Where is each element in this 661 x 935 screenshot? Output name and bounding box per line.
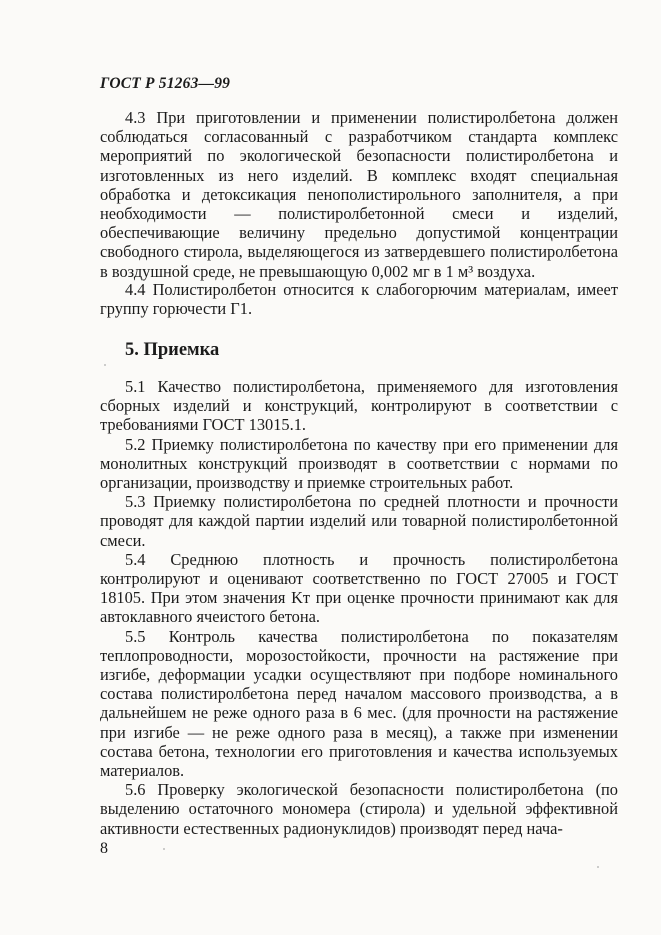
section-5-paragraphs — [100, 377, 618, 838]
scan-speck — [163, 848, 165, 850]
section-5-heading: 5. Приемка — [125, 340, 220, 360]
paragraph-5-5: 5.5 Контроль качества полистиролбетона по показателям теплопроводности, морозостойкости, прочности на растяжение при изгибе, деформации усадки осуществляют при подборе номинального состава полистиролбетона перед началом массового производства, а в дальнейшем не реже одного раза в 6 мес. (для прочности на растяжение при изгибе — не реже одного раза в месяц), а также при изменении состава бетона, технологии его приготовления и качества используемых материалов. — [100, 626, 618, 781]
page-number: 8 — [100, 840, 108, 857]
scan-speck — [104, 364, 106, 366]
paragraph-5-1: 5.1 Качество полистиролбетона, применяемого для изготовления сборных изделий и конструкций, контролируют в соответствии с требованиями ГОСТ 13015.1. — [100, 377, 618, 435]
paragraph-4-4: 4.4 Полистиролбетон относится к слабогорючим материалам, имеет группу горючести Г1. — [100, 280, 618, 319]
paragraph-5-4: 5.4 Среднюю плотность и прочность полистиролбетона контролируют и оценивают соответственно по ГОСТ 27005 и ГОСТ 18105. При этом значения Kт при оценке прочности принимают как для автоклавного ячеистого бетона. — [100, 549, 618, 627]
section-4-paragraphs — [100, 108, 618, 281]
section-4-4-block — [100, 280, 618, 318]
paragraph-4-3: 4.3 При приготовлении и применении полистиролбетона должен соблюдаться согласованный с разработчиком стандарта комплекс мероприятий по экологической безопасности полистиролбетона и изготовленных из него изделий. В комплекс входят специальная обработка и детоксикация пенополистирольного заполнителя, а при необходимости — полистиролбетонной смеси и изделий, обеспечивающие величину предельно допустимой концентрации свободного стирола, выделяющегося из затвердевшего полистиролбетона в воздушной среде, не превышающую 0,002 мг в 1 м³ воздуха. — [100, 108, 618, 281]
paragraph-5-6: 5.6 Проверку экологической безопасности полистиролбетона (по выделению остаточного мономера (стирола) и удельной эффективной активности естественных радионуклидов) производят перед нача- — [100, 780, 618, 838]
paragraph-5-3: 5.3 Приемку полистиролбетона по средней плотности и прочности проводят для каждой партии изделий или товарной полистиролбетонной смеси. — [100, 492, 618, 550]
paragraph-5-2: 5.2 Приемку полистиролбетона по качеству при его применении для монолитных конструкций производят в соответствии с нормами по организации, производству и приемке строительных работ. — [100, 434, 618, 493]
scan-speck — [597, 866, 599, 868]
document-code-header: ГОСТ Р 51263—99 — [100, 75, 231, 92]
